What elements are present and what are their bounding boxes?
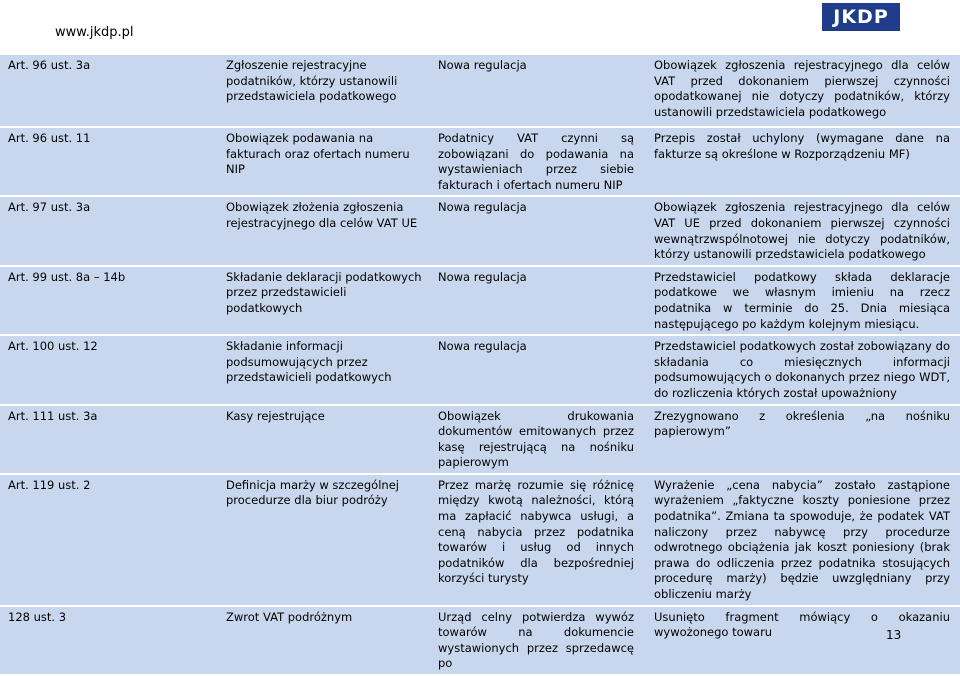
new-rule-cell: Zrezygnowano z określenia „na nośniku papierowym”: [646, 405, 960, 474]
subject-cell: Obowiązek złożenia zgłoszenia rejestracyjnego dla celów VAT UE: [212, 196, 430, 265]
subject-cell: Zgłoszenie rejestracyjne podatników, którzy ustanowili przedstawiciela podatkowego: [212, 54, 430, 127]
new-rule-cell: Wyrażenie „cena nabycia” zostało zastąpione wyrażeniem „faktyczne koszty poniesione przez podatnika”. Zmiana ta spowoduje, że podatek VAT naliczony przez nabywcę przy procedurze odwrotnego obciążenia jak koszt poniesiony (brak prawa do odliczenia przez podatnika stosujących procedurę marży) będzie uwzględniany przy obliczeniu marży: [646, 474, 960, 606]
subject-cell: Zwrot VAT podróżnym: [212, 606, 430, 675]
old-rule-cell: Nowa regulacja: [430, 54, 646, 127]
new-rule-cell: Obowiązek zgłoszenia rejestracyjnego dla celów VAT przed dokonaniem pierwszej czynności opodatkowanej nie dotyczy podatników, którzy ustanowili przedstawiciela podatkowego: [646, 54, 960, 127]
page-number: 13: [886, 628, 902, 642]
old-rule-cell: Nowa regulacja: [430, 266, 646, 335]
table-row: [0, 127, 960, 196]
table-row: [0, 405, 960, 474]
subject-cell: Składanie informacji podsumowujących przez przedstawicieli podatkowych: [212, 335, 430, 404]
table-row: [0, 335, 960, 404]
article-cell: Art. 99 ust. 8a – 14b: [0, 266, 212, 335]
article-cell: Art. 97 ust. 3a: [0, 196, 212, 265]
subject-cell: Kasy rejestrujące: [212, 405, 430, 474]
table-row: [0, 606, 960, 675]
table-row: [0, 474, 960, 606]
jkdp-logo: JKDP: [822, 3, 900, 31]
new-rule-cell: Obowiązek zgłoszenia rejestracyjnego dla celów VAT UE przed dokonaniem pierwszej czynności wewnątrzwspólnotowej nie dotyczy podatników, którzy ustanowili przedstawiciela podatkowego: [646, 196, 960, 265]
article-cell: 128 ust. 3: [0, 606, 212, 675]
old-rule-cell: Nowa regulacja: [430, 335, 646, 404]
subject-cell: Obowiązek podawania na fakturach oraz ofertach numeru NIP: [212, 127, 430, 196]
article-cell: Art. 119 ust. 2: [0, 474, 212, 606]
regulation-table: [0, 53, 960, 676]
old-rule-cell: Podatnicy VAT czynni są zobowiązani do podawania na wystawieniach przez siebie fakturach i ofertach numeru NIP: [430, 127, 646, 196]
old-rule-cell: Przez marżę rozumie się różnicę między kwotą należności, którą ma zapłacić nabywca usługi, a ceną nabycia przez podatnika towarów i usług od innych podatników dla bezpośredniej korzyści turysty: [430, 474, 646, 606]
article-cell: Art. 96 ust. 11: [0, 127, 212, 196]
subject-cell: Definicja marży w szczególnej procedurze dla biur podróży: [212, 474, 430, 606]
table-row: [0, 54, 960, 127]
new-rule-cell: Przepis został uchylony (wymagane dane na fakturze są określone w Rozporządzeniu MF): [646, 127, 960, 196]
old-rule-cell: Nowa regulacja: [430, 196, 646, 265]
article-cell: Art. 96 ust. 3a: [0, 54, 212, 127]
new-rule-cell: Usunięto fragment mówiący o okazaniu wywożonego towaru: [646, 606, 960, 675]
page-header: [0, 0, 960, 54]
subject-cell: Składanie deklaracji podatkowych przez przedstawicieli podatkowych: [212, 266, 430, 335]
new-rule-cell: Przedstawiciel podatkowy składa deklaracje podatkowe we własnym imieniu na rzecz podatnika w terminie do 25. Dnia miesiąca następującego po każdym kolejnym miesiącu.: [646, 266, 960, 335]
table-row: [0, 266, 960, 335]
new-rule-cell: Przedstawiciel podatkowych został zobowiązany do składania co miesięcznych informacji podsumowujących o dokonanych przez niego WDT, do rozliczenia których został upoważniony: [646, 335, 960, 404]
old-rule-cell: Urząd celny potwierdza wywóz towarów na dokumencie wystawionych przez sprzedawcę po: [430, 606, 646, 675]
article-cell: Art. 100 ust. 12: [0, 335, 212, 404]
table-row: [0, 196, 960, 265]
old-rule-cell: Obowiązek drukowania dokumentów emitowanych przez kasę rejestrującą na nośniku papierowym: [430, 405, 646, 474]
site-url: www.jkdp.pl: [55, 25, 134, 40]
article-cell: Art. 111 ust. 3a: [0, 405, 212, 474]
